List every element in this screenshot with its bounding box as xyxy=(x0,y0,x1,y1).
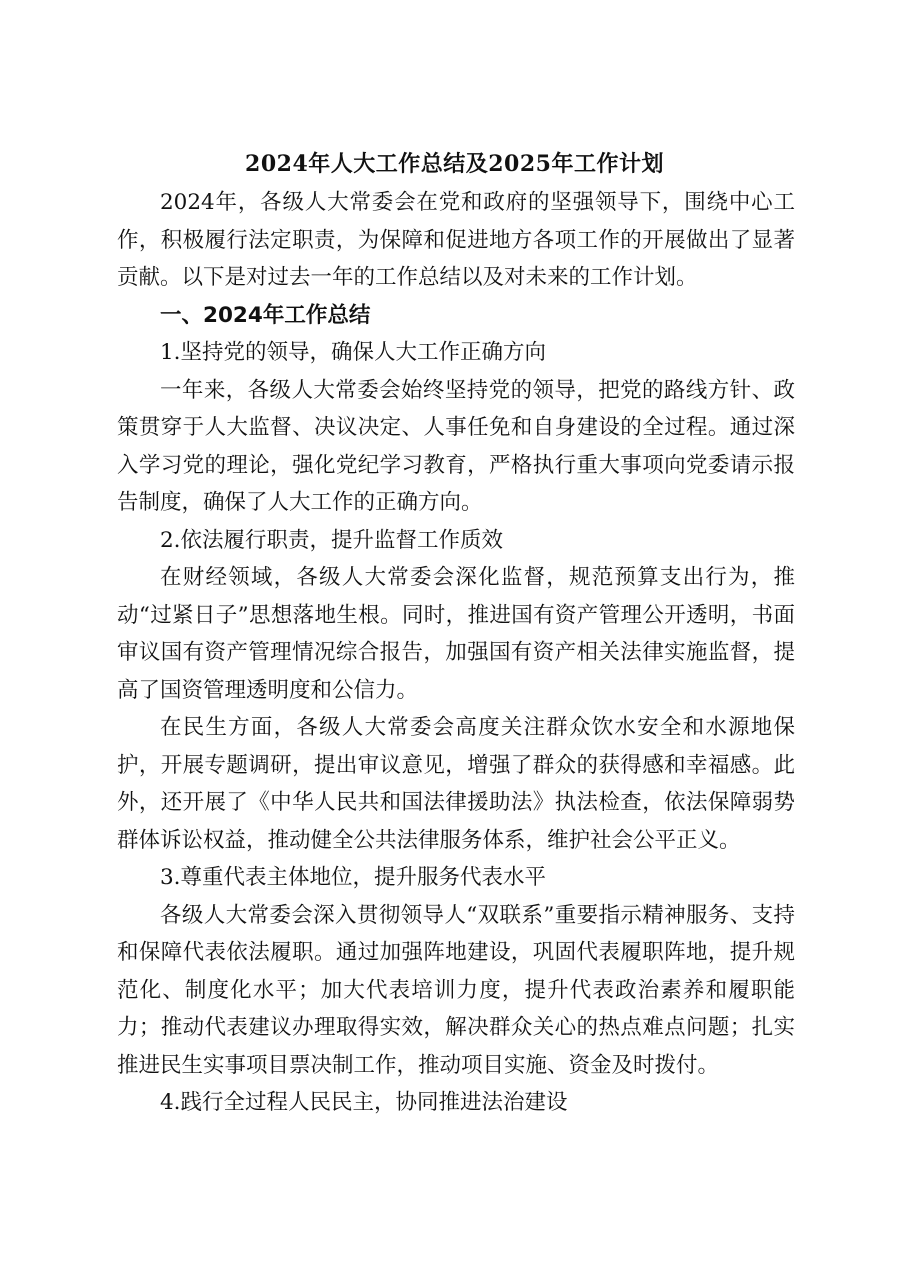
section-heading-summary: 一、2024年工作总结 xyxy=(160,302,371,328)
body-paragraph: 在财经领域，各级人大常委会深化监督，规范预算支出行为，推动“过紧日子”思想落地生根。同时，推进国有资产管理公开透明，书面审议国有资产管理情况综合报告，加强国有资产相关法律实施监督，提高了国资管理透明度和公信力。 xyxy=(117,565,795,703)
document-body xyxy=(117,184,795,1122)
subsection-heading-1: 1.坚持党的领导，确保人大工作正确方向 xyxy=(160,340,547,365)
intro-paragraph: 2024年，各级人大常委会在党和政府的坚强领导下，围绕中心工作，积极履行法定职责，为保障和促进地方各项工作的开展做出了显著贡献。以下是对过去一年的工作总结以及对未来的工作计划。 xyxy=(117,190,795,290)
body-paragraph: 一年来，各级人大常委会始终坚持党的领导，把党的路线方针、政策贯穿于人大监督、决议决定、人事任免和自身建设的全过程。通过深入学习党的理论，强化党纪学习教育，严格执行重大事项向党委请示报告制度，确保了人大工作的正确方向。 xyxy=(117,377,795,515)
body-paragraph: 在民生方面，各级人大常委会高度关注群众饮水安全和水源地保护，开展专题调研，提出审议意见，增强了群众的获得感和幸福感。此外，还开展了《中华人民共和国法律援助法》执法检查，依法保障弱势群体诉讼权益，推动健全公共法律服务体系，维护社会公平正义。 xyxy=(117,715,795,853)
subsection-heading-4: 4.践行全过程人民民主，协同推进法治建设 xyxy=(160,1090,568,1115)
document-title: 2024年人大工作总结及2025年工作计划 xyxy=(245,151,664,177)
subsection-heading-3: 3.尊重代表主体地位，提升服务代表水平 xyxy=(160,865,547,890)
body-paragraph: 各级人大常委会深入贯彻领导人“双联系”重要指示精神服务、支持和保障代表依法履职。通过加强阵地建设，巩固代表履职阵地，提升规范化、制度化水平；加大代表培训力度，提升代表政治素养和履职能力；推动代表建议办理取得实效，解决群众关心的热点难点问题；扎实推进民生实事项目票决制工作，推动项目实施、资金及时拨付。 xyxy=(117,902,795,1078)
subsection-heading-2: 2.依法履行职责，提升监督工作质效 xyxy=(160,527,504,553)
